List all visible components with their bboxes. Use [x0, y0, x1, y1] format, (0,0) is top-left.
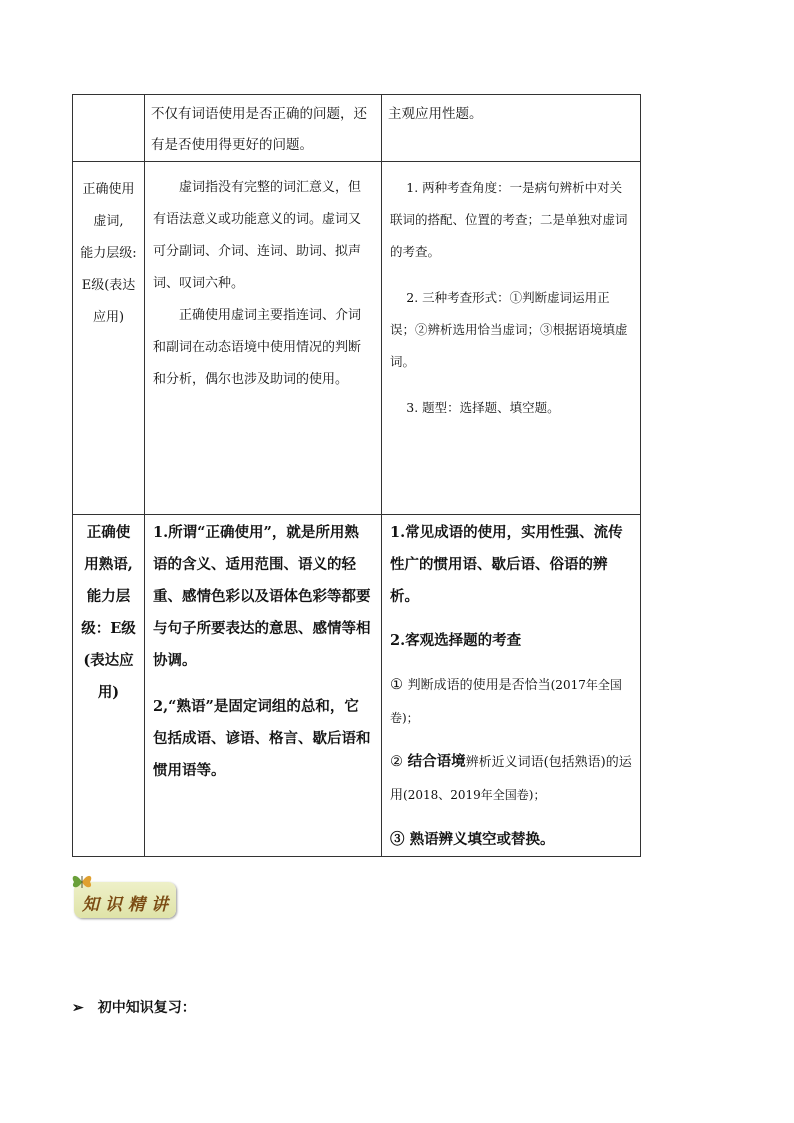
row2-category-cell — [73, 162, 145, 515]
row2-category-line: 正确使用 — [82, 182, 135, 197]
row3-category-line: 正确使 — [86, 524, 131, 541]
arrow-bullet-icon: ➢ — [72, 1000, 84, 1016]
row3-description-cell — [145, 515, 382, 857]
row1-category-cell — [73, 95, 145, 162]
row3-exam-item — [390, 669, 634, 734]
row3-exam-item — [390, 746, 634, 812]
item-text: 判断成语的使用是否恰当 — [407, 678, 551, 693]
row1-exam-cell — [382, 95, 641, 162]
item-note: (2017年全国卷)； — [390, 678, 622, 725]
row3-category-line: 能力层 — [86, 588, 131, 605]
review-heading — [72, 997, 196, 1017]
section-badge — [74, 882, 176, 918]
item-number: ② — [390, 754, 403, 770]
review-text: 初中知识复习： — [97, 1000, 196, 1016]
item-number: ① — [390, 677, 403, 693]
row1-description: 不仅有词语使用是否正确的问题，还有是否使用得更好的问题。 — [151, 106, 367, 153]
row2-exam-cell — [382, 162, 641, 515]
row3-exam-para: 2.客观选择题的考查 — [390, 632, 522, 649]
row3-category-cell — [73, 515, 145, 857]
row3-description-para: 1.所谓“正确使用”，就是所用熟语的含义、适用范围、语义的轻重、感情色彩以及语体色彩等都要与句子所要表达的意思、感情等相协调。 — [153, 524, 371, 669]
row2-exam-para: 3. 题型：选择题、填空题。 — [406, 400, 560, 415]
item-number: ③ — [390, 831, 405, 848]
row1-exam: 主观应用性题。 — [388, 106, 483, 122]
table-row — [73, 95, 641, 162]
row2-category-line: 应用) — [92, 310, 125, 325]
butterfly-icon — [70, 872, 94, 892]
row3-category-line: 用) — [97, 684, 120, 701]
row2-description-para: 虚词指没有完整的词汇意义，但有语法意义或功能意义的词。虚词又可分副词、介词、连词、助词、拟声词、叹词六种。 — [153, 180, 362, 291]
row2-description-cell — [145, 162, 382, 515]
knowledge-table — [72, 94, 641, 857]
item-bold-text: 结合语境 — [407, 753, 466, 770]
row2-description-para: 正确使用虚词主要指连词、介词和副词在动态语境中使用情况的判断和分析，偶尔也涉及助词的使用。 — [153, 308, 362, 387]
row3-category-line: 级：E级 — [81, 620, 136, 637]
row2-exam-para: 1. 两种考查角度：一是病句辨析中对关联词的搭配、位置的考查；二是单独对虚词的考查。 — [390, 180, 628, 259]
table-row — [73, 515, 641, 857]
row3-category-line: 用熟语, — [84, 556, 133, 573]
row2-category-line: 虚词, — [93, 214, 124, 229]
row2-category-line: E级(表达 — [81, 278, 136, 293]
row3-exam-item — [390, 824, 634, 856]
row3-exam-para: 1.常见成语的使用，实用性强、流传性广的惯用语、歇后语、俗语的辨析。 — [390, 524, 623, 605]
badge-label: 知识精讲 — [82, 895, 174, 915]
row3-exam-cell — [382, 515, 641, 857]
item-text: 熟语辨义填空或替换。 — [409, 831, 555, 848]
row3-category-line: (表达应 — [83, 652, 134, 669]
row1-description-cell — [145, 95, 382, 162]
row3-description-para: 2,“熟语”是固定词组的总和，它包括成语、谚语、格言、歇后语和惯用语等。 — [153, 698, 371, 779]
item-note: (2018、2019年全国卷)； — [403, 788, 546, 802]
row2-category-line: 能力层级: — [80, 246, 137, 261]
row2-exam-para: 2. 三种考查形式：①判断虚词运用正误；②辨析选用恰当虚词；③根据语境填虚词。 — [390, 290, 628, 369]
table-row — [73, 162, 641, 515]
item-text: 辨析近义词语(包括熟语)的运用 — [390, 755, 632, 803]
